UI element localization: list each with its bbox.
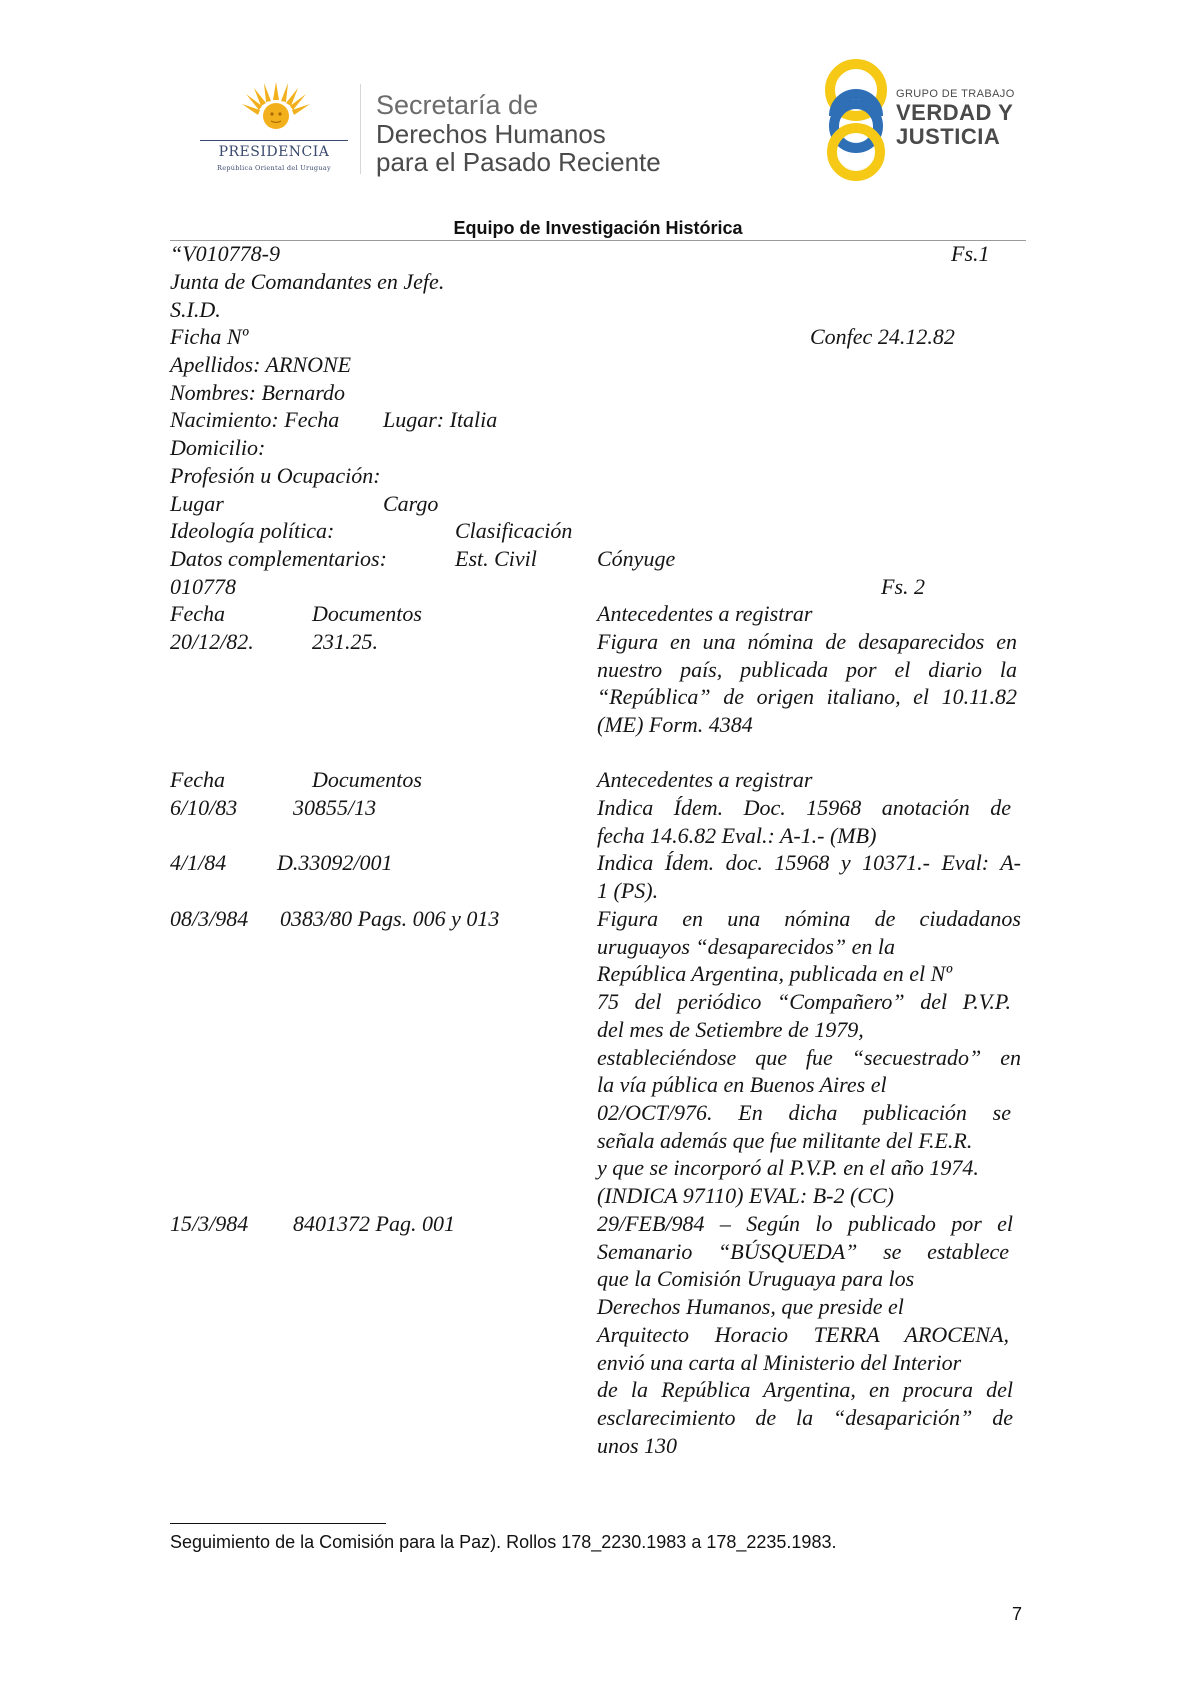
gtvj-small: GRUPO DE TRABAJO xyxy=(896,88,1015,100)
team-heading: Equipo de Investigación Histórica xyxy=(453,218,743,238)
table2-row-4-document: 8401372 Pag. 001 xyxy=(293,1211,455,1236)
table2-row-4-date: 15/3/984 xyxy=(170,1211,249,1236)
text-line: “República” de origen italiano, el 10.11.82 xyxy=(597,684,1017,710)
text-line: de la República Argentina, en procura del xyxy=(597,1377,1013,1403)
record-code: “V010778-9 xyxy=(170,241,280,266)
text-line: Indica Ídem. Doc. 15968 anotación de xyxy=(597,795,1011,820)
secretaria-logo-text xyxy=(376,90,716,176)
text-line: que la Comisión Uruguaya para los xyxy=(597,1266,915,1292)
text-line: fecha 14.6.82 Eval.: A-1.- (MB) xyxy=(597,822,877,848)
text-line: 75 del periódico “Compañero” del P.V.P. xyxy=(597,989,1011,1015)
text-line: esclarecimiento de la “desaparición” de xyxy=(597,1404,1013,1430)
gtvj-logo xyxy=(820,56,1040,182)
profession-field: Profesión u Ocupación: xyxy=(170,463,381,488)
gtvj-text xyxy=(896,88,1015,149)
civil-status-field: Est. Civil xyxy=(455,546,537,571)
place-field: Lugar xyxy=(170,491,224,516)
text-line: Semanario “BÚSQUEDA” se establece xyxy=(597,1238,1009,1264)
header-rule xyxy=(170,240,1026,241)
folio-1: Fs.1 xyxy=(951,241,990,266)
gtvj-line-1: VERDAD Y xyxy=(896,100,1014,125)
sid: S.I.D. xyxy=(170,297,221,322)
classification-field: Clasificación xyxy=(455,518,573,543)
text-line: estableciéndose que fue “secuestrado” en xyxy=(597,1044,1021,1070)
text-line: Arquitecto Horacio TERRA AROCENA, xyxy=(597,1321,1009,1347)
address-field: Domicilio: xyxy=(170,435,266,460)
footnote: Seguimiento de la Comisión para la Paz). Rollos 178_2230.1983 a 178_2235.1983. xyxy=(170,1532,837,1552)
text-line: (ME) Form. 4384 xyxy=(597,712,753,738)
secretaria-line-2: Derechos Humanos xyxy=(376,119,606,149)
table2-row-3-document: 0383/80 Pags. 006 y 013 xyxy=(280,906,500,931)
presidencia-logo xyxy=(196,78,352,178)
table2-header-date: Fecha xyxy=(170,767,225,792)
sun-emblem-icon xyxy=(240,82,312,132)
text-line: Derechos Humanos, que preside el xyxy=(597,1294,904,1320)
table2-row-2-date: 4/1/84 xyxy=(170,850,227,875)
gtvj-line-2: JUSTICIA xyxy=(896,124,1001,149)
footnote-rule xyxy=(170,1523,386,1524)
spouse-field: Cónyuge xyxy=(597,546,676,571)
text-line: y que se incorporó al P.V.P. en el año 1974. xyxy=(597,1155,979,1181)
record-number: 010778 xyxy=(170,574,236,599)
table2-row-3-date: 08/3/984 xyxy=(170,906,249,931)
table2-row-1-document: 30855/13 xyxy=(293,795,377,820)
table2-row-1-date: 6/10/83 xyxy=(170,795,238,820)
interlocked-rings-icon xyxy=(820,56,892,182)
presidencia-name: PRESIDENCIA xyxy=(218,144,330,160)
table2-header-background: Antecedentes a registrar xyxy=(597,767,813,792)
additional-data-field: Datos complementarios: xyxy=(170,546,387,571)
text-line: (INDICA 97110) EVAL: B-2 (CC) xyxy=(597,1183,894,1209)
table2-row-2-document: D.33092/001 xyxy=(277,850,393,875)
logo-divider xyxy=(360,84,361,174)
page-number: 7 xyxy=(1012,1604,1023,1624)
name-field: Nombres: Bernardo xyxy=(170,380,345,405)
ideology-field: Ideología política: xyxy=(170,518,335,543)
ficha-number: Ficha Nº xyxy=(170,324,249,349)
table2-header-documents: Documentos xyxy=(312,767,422,792)
table2-row-2-text xyxy=(597,849,1021,904)
text-line: Figura en una nómina de desaparecidos en xyxy=(597,629,1017,654)
text-line: la vía pública en Buenos Aires el xyxy=(597,1072,887,1098)
table1-header-background: Antecedentes a registrar xyxy=(597,601,813,626)
text-line: 1 (PS). xyxy=(597,877,659,903)
table2-row-3-text xyxy=(597,905,1021,1210)
birth-place-field: Lugar: Italia xyxy=(383,407,498,432)
text-line: del mes de Setiembre de 1979, xyxy=(597,1016,864,1042)
text-line: 29/FEB/984 – Según lo publicado por el xyxy=(597,1211,1013,1236)
birth-field: Nacimiento: Fecha xyxy=(170,407,340,432)
presidencia-rule xyxy=(200,140,348,141)
text-line: envió una carta al Ministerio del Interior xyxy=(597,1349,962,1375)
table1-header-documents: Documentos xyxy=(312,601,422,626)
organization: Junta de Comandantes en Jefe. xyxy=(170,269,445,294)
text-line: 02/OCT/976. En dicha publicación se xyxy=(597,1099,1011,1125)
text-line: Indica Ídem. doc. 15968 y 10371.- Eval: A- xyxy=(597,850,1021,875)
table1-header-date: Fecha xyxy=(170,601,225,626)
table1-row-1-date: 20/12/82. xyxy=(170,629,254,654)
secretaria-line-1: Secretaría de xyxy=(376,90,539,120)
folio-2: Fs. 2 xyxy=(881,574,925,599)
text-line: República Argentina, publicada en el Nº xyxy=(597,961,953,987)
text-line: nuestro país, publicada por el diario la xyxy=(597,656,1017,682)
text-line: unos 130 xyxy=(597,1432,678,1458)
text-line: uruguayos “desaparecidos” en la xyxy=(597,933,896,959)
surname-field: Apellidos: ARNONE xyxy=(170,352,352,377)
table2-row-4-text xyxy=(597,1210,1013,1459)
table1-row-1-document: 231.25. xyxy=(312,629,378,654)
table2-row-1-text xyxy=(597,794,1011,849)
confection-date: Confec 24.12.82 xyxy=(810,324,955,349)
position-field: Cargo xyxy=(383,491,439,516)
text-line: señala además que fue militante del F.E.R. xyxy=(597,1127,973,1153)
secretaria-line-3: para el Pasado Reciente xyxy=(376,147,661,177)
table1-row-1-text xyxy=(597,628,1017,739)
text-line: Figura en una nómina de ciudadanos xyxy=(597,906,1021,931)
presidencia-subtitle: República Oriental del Uruguay xyxy=(217,164,331,172)
